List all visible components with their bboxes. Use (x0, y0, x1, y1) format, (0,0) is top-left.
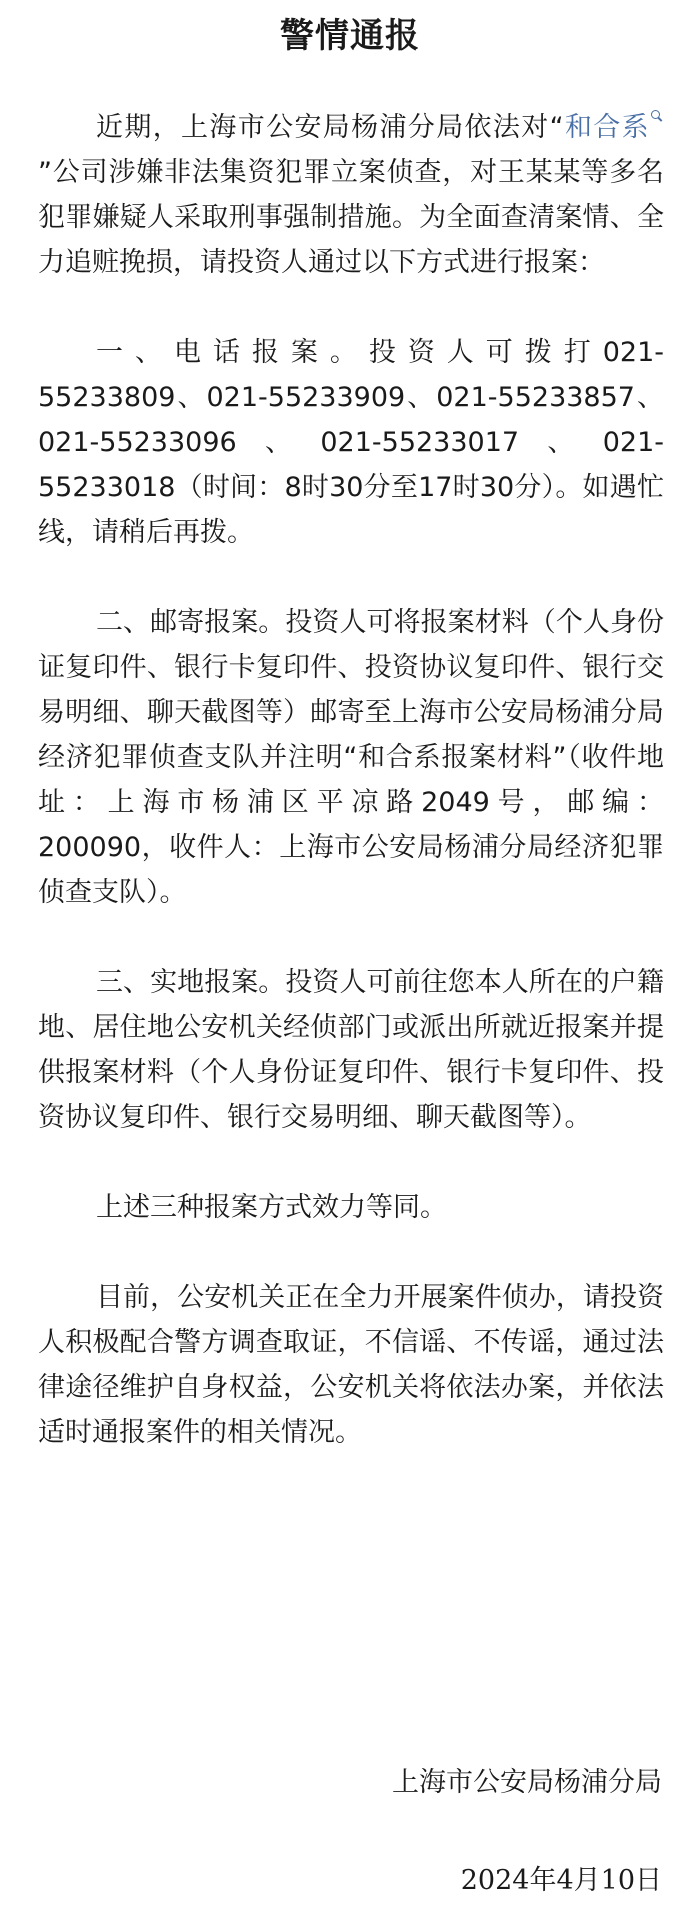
notice-title: 警情通报 (280, 16, 420, 56)
equal-effect-paragraph: 上述三种报案方式效力等同。 (96, 1192, 447, 1223)
intro-text-before: 近期，上海市公安局杨浦分局依法对“ (96, 112, 564, 143)
phone-report-paragraph: 一、电话报案。投资人可拨打021-55233809、021-55233909、021-55233857、021-55233096、021-55233017、021-55233018（时间：8时30分至17时30分）。如遇忙线，请稍后再拨。 (38, 337, 664, 548)
hehexi-search-link[interactable]: 和合系 (563, 112, 650, 143)
issue-date: 2024年4月10日 (460, 1865, 662, 1896)
issuer-signature: 上海市公安局杨浦分局 (392, 1767, 662, 1798)
closing-paragraph: 目前，公安机关正在全力开展案件侦办，请投资人积极配合警方调查取证，不信谣、不传谣，通过法律途径维护自身权益，公安机关将依法办案，并依法适时通报案件的相关情况。 (38, 1282, 664, 1448)
onsite-report-paragraph: 三、实地报案。投资人可前往您本人所在的户籍地、居住地公安机关经侦部门或派出所就近报案并提供报案材料（个人身份证复印件、银行卡复印件、投资协议复印件、银行交易明细、聊天截图等）。 (38, 967, 664, 1133)
intro-paragraph (38, 105, 664, 285)
search-icon[interactable] (650, 105, 664, 127)
notice-body (38, 105, 664, 1500)
intro-text-after: ”公司涉嫌非法集资犯罪立案侦查，对王某某等多名犯罪嫌疑人采取刑事强制措施。为全面查清案情、全力追赃挽损，请投资人通过以下方式进行报案： (38, 157, 664, 278)
mail-report-paragraph: 二、邮寄报案。投资人可将报案材料（个人身份证复印件、银行卡复印件、投资协议复印件、银行交易明细、聊天截图等）邮寄至上海市公安局杨浦分局经济犯罪侦查支队并注明“和合系报案材料”（收件地址：上海市杨浦区平凉路2049号，邮编：200090，收件人：上海市公安局杨浦分局经济犯罪侦查支队）。 (38, 607, 664, 908)
